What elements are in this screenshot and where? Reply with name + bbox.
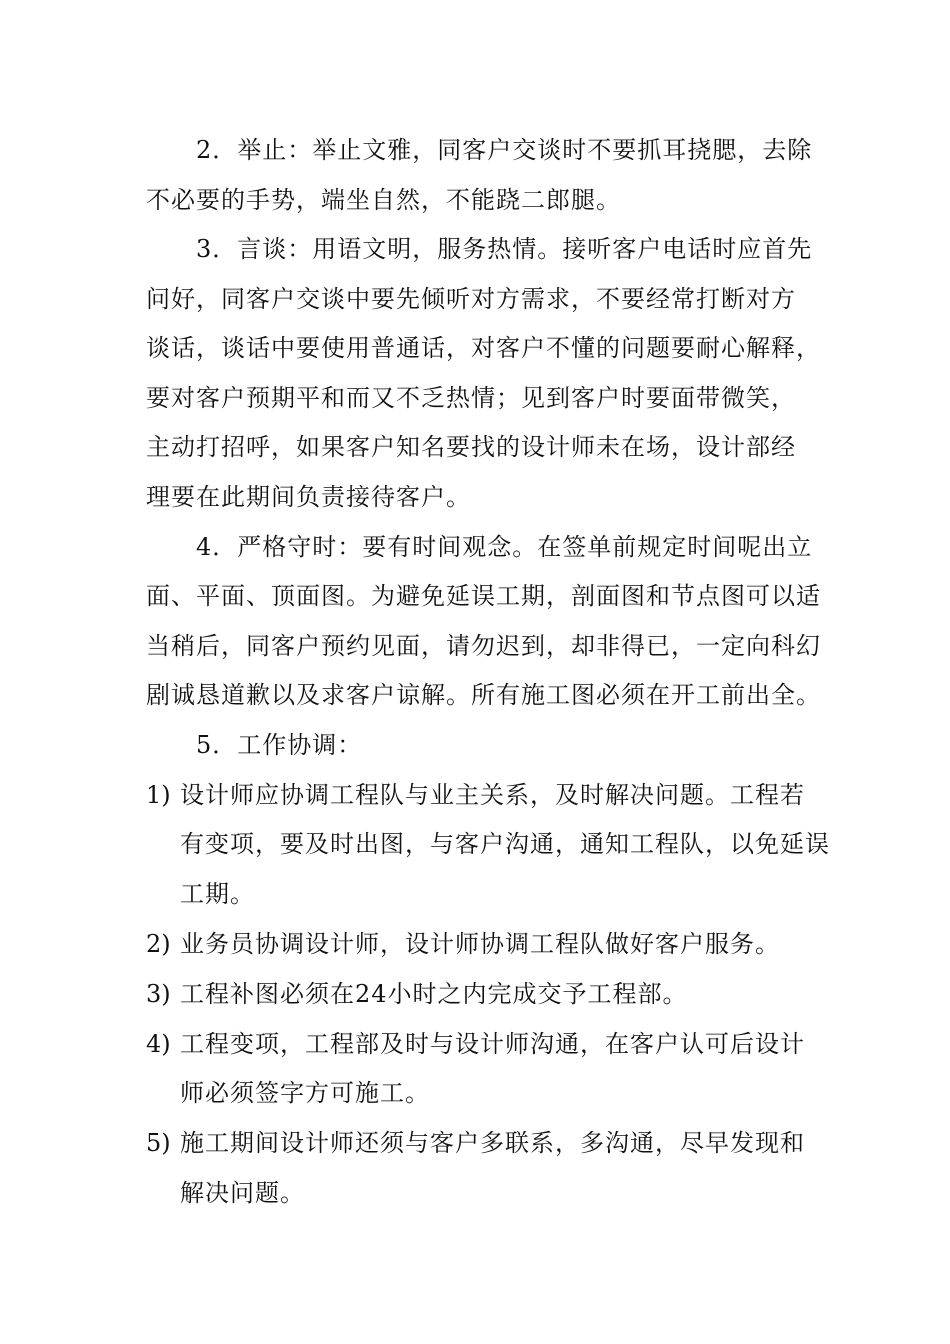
list-line: 解决问题。 — [180, 1179, 305, 1207]
list-number: 1) — [146, 781, 171, 809]
list-number: 4) — [146, 1030, 171, 1058]
list-line: 师必须签字方可施工。 — [180, 1079, 430, 1107]
section-heading: 5．工作协调： — [196, 731, 363, 759]
paragraph-line: 主动打招呼，如果客户知名要找的设计师未在场，设计部经 — [146, 433, 796, 461]
paragraph-line: 谈话，谈话中要使用普通话，对客户不懂的问题要耐心解释， — [146, 334, 821, 362]
paragraph-line: 剧诚恳道歉以及求客户谅解。所有施工图必须在开工前出全。 — [146, 681, 821, 709]
list-number: 3) — [146, 980, 171, 1008]
list-number: 2) — [146, 930, 171, 958]
paragraph-line: 面、平面、顶面图。为避免延误工期，剖面图和节点图可以适 — [146, 582, 821, 610]
list-line: 设计师应协调工程队与业主关系，及时解决问题。工程若 — [180, 781, 805, 809]
paragraph-line: 不必要的手势，端坐自然，不能跷二郎腿。 — [146, 186, 621, 214]
paragraph-line: 要对客户预期平和而又不乏热情；见到客户时要面带微笑， — [146, 384, 796, 412]
list-line: 工程变项，工程部及时与设计师沟通，在客户认可后设计 — [180, 1030, 805, 1058]
paragraph-line: 4．严格守时：要有时间观念。在签单前规定时间呢出立 — [196, 533, 813, 561]
list-line: 业务员协调设计师，设计师协调工程队做好客户服务。 — [180, 930, 780, 958]
list-line: 有变项，要及时出图，与客户沟通，通知工程队，以免延误 — [180, 830, 830, 858]
paragraph-line: 当稍后，同客户预约见面，请勿迟到，却非得已，一定向科幻 — [146, 632, 821, 660]
list-line: 工程补图必须在24小时之内完成交予工程部。 — [180, 980, 688, 1008]
list-number: 5) — [146, 1129, 171, 1157]
paragraph-line: 问好，同客户交谈中要先倾听对方需求，不要经常打断对方 — [146, 285, 796, 313]
paragraph-line: 3．言谈：用语文明，服务热情。接听客户电话时应首先 — [196, 235, 813, 263]
paragraph-line: 2．举止：举止文雅，同客户交谈时不要抓耳挠腮，去除 — [196, 136, 813, 164]
list-line: 工期。 — [180, 880, 255, 908]
paragraph-line: 理要在此期间负责接待客户。 — [146, 483, 471, 511]
list-line: 施工期间设计师还须与客户多联系，多沟通，尽早发现和 — [180, 1129, 805, 1157]
